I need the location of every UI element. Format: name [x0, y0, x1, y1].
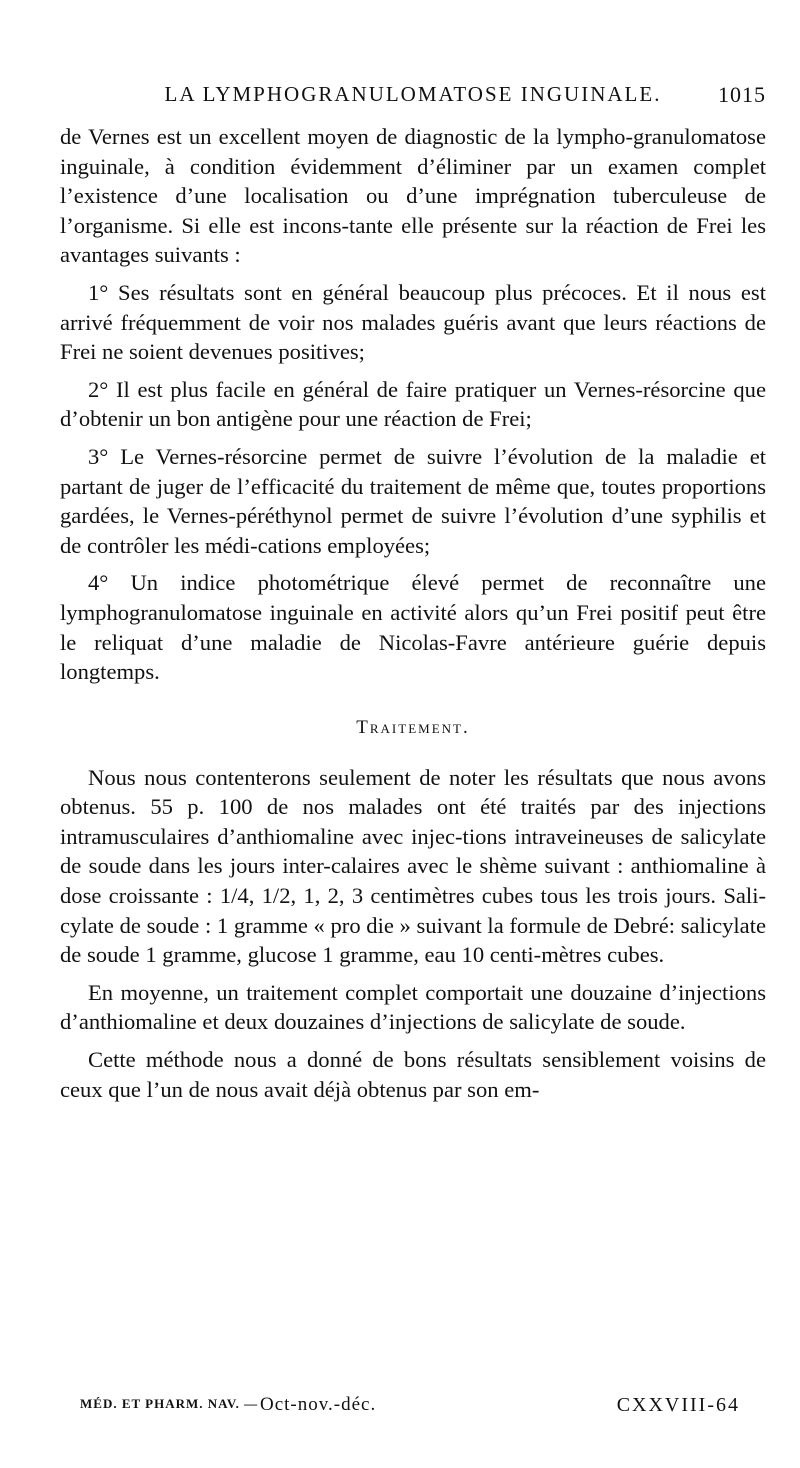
- journal-abbreviation: MÉD. ET PHARM. NAV. —: [80, 1396, 259, 1411]
- list-item-3: 3° Le Vernes-résorcine permet de suivre l’évolution de la maladie et partant de juger de l’efficacité du traitement de même que, toutes proportions gardées, le Vernes-péréthynol permet de suivre l’évolution d’une syphilis et de contrôler les médi-cations employées;: [60, 443, 766, 558]
- treatment-paragraph-1: Nous nous contenterons seulement de noter les résultats que nous avons obtenus. 55 p. 100 de nos malades ont été traités par des injections intramusculaires d’anthiomaline avec injec-tions intraveineuses de salicylate de soude dans les jours inter-calaires avec le shème suivant : anthiomaline à dose croissante : 1/4, 1/2, 1, 2, 3 centimètres cubes tous les trois jours. Sali-cylate de soude : 1 gramme « pro die » suivant la formule de Debré: salicylate de soude 1 gramme, glucose 1 gramme, eau 10 centi-mètres cubes.: [60, 764, 766, 968]
- treatment-paragraph-2: En moyenne, un traitement complet comportait une douzaine d’injections d’anthiomaline et deux douzaines d’injections de salicylate de soude.: [60, 979, 766, 1035]
- document-page: [60, 70, 766, 1440]
- body-text: [60, 122, 766, 1104]
- treatment-paragraph-3: Cette méthode nous a donné de bons résultats sensiblement voisins de ceux que l’un de nous avait déjà obtenus par son em-: [60, 1047, 766, 1102]
- paragraph-continuation: de Vernes est un excellent moyen de diagnostic de la lympho-granulomatose inguinale, à condition évidemment d’éliminer par un examen complet l’existence d’une localisation ou d’une imprégnation tuberculeuse de l’organisme. Si elle est incons-tante elle présente sur la réaction de Frei les avantages suivants :: [60, 124, 766, 268]
- issue-date: Oct-nov.-déc.: [260, 1394, 377, 1415]
- list-item-2: 2° Il est plus facile en général de faire pratiquer un Vernes-résorcine que d’obtenir un bon antigène pour une réaction de Frei;: [60, 376, 766, 432]
- volume-signature: CXXVIII-64: [616, 1394, 740, 1416]
- page-number: 1015: [718, 82, 766, 107]
- list-item-4: 4° Un indice photométrique élevé permet de reconnaître une lymphogranulomatose inguinale en activité alors qu’un Frei positif peut être le reliquat d’une maladie de Nicolas-Favre antérieure guérie depuis longtemps.: [60, 570, 766, 685]
- running-header: [60, 82, 766, 112]
- page-footer: [80, 1394, 740, 1422]
- running-title: LA LYMPHOGRANULOMATOSE INGUINALE.: [164, 82, 662, 106]
- list-item-1: 1° Ses résultats sont en général beaucoup plus précoces. Et il nous est arrivé fréquemment de voir nos malades guéris avant que leurs réactions de Frei ne soient devenues positives;: [60, 279, 766, 365]
- section-heading: Traitement.: [356, 716, 470, 738]
